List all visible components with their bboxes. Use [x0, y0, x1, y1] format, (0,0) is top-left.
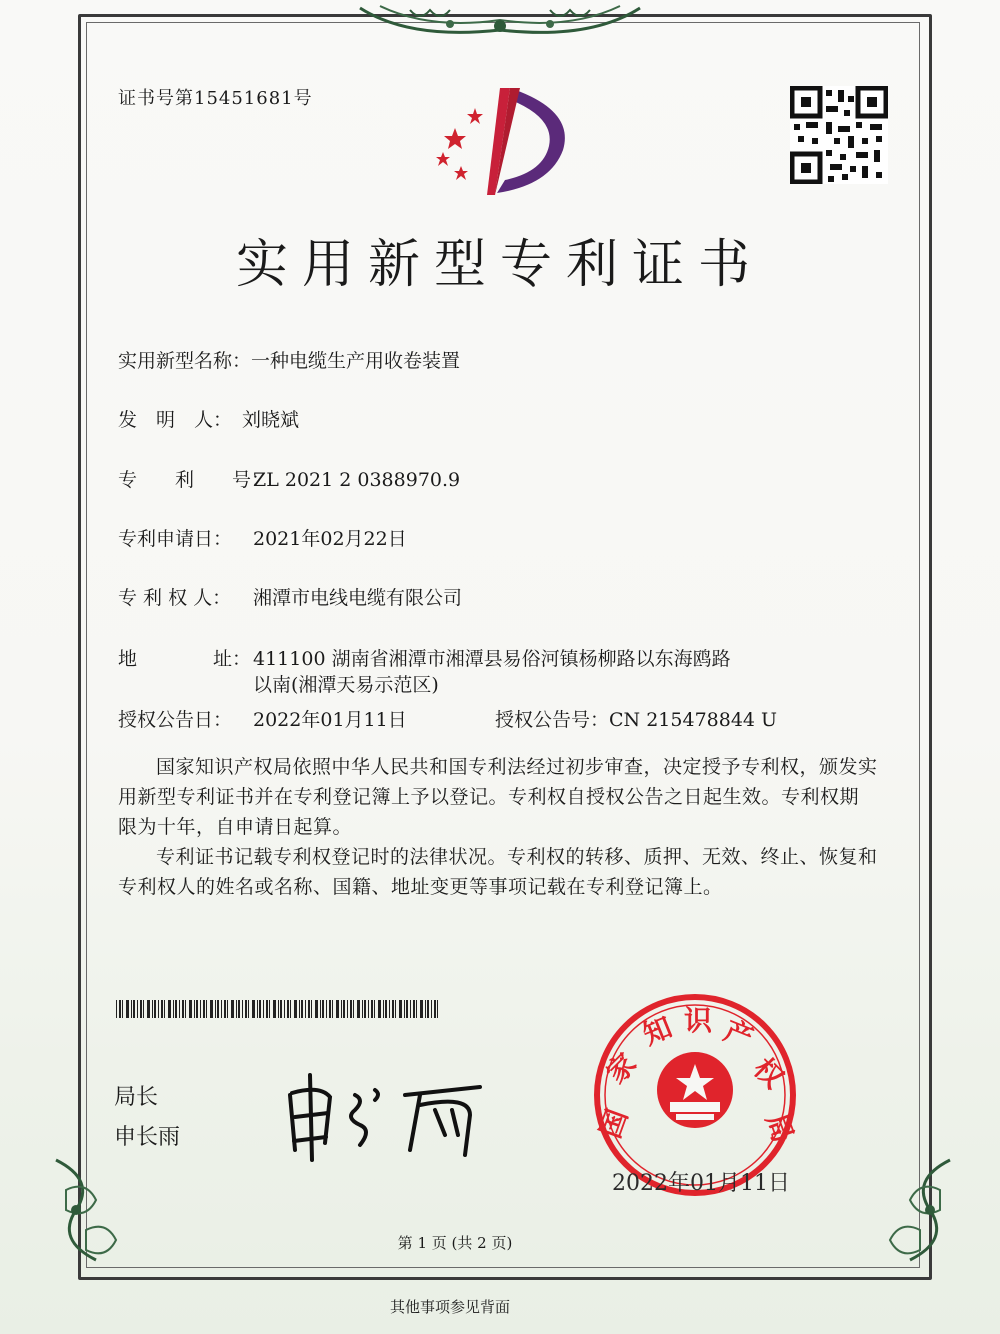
address-value-line1: 411100 湖南省湘潭市湘潭县易俗河镇杨柳路以东海鸥路 [253, 648, 731, 670]
svg-text:家: 家 [599, 1046, 643, 1090]
handwritten-signature [270, 1055, 500, 1165]
patent-number-value: ZL 2021 2 0388970.9 [253, 469, 461, 491]
svg-text:局: 局 [759, 1109, 800, 1147]
application-date-row [118, 524, 407, 551]
certificate-title: 实用新型专利证书 [235, 235, 764, 295]
patent-number-label: 专 利 号： [118, 469, 271, 491]
legal-text [118, 752, 878, 902]
director-title: 局长 [114, 1085, 159, 1110]
legal-paragraph-grant: 国家知识产权局依照中华人民共和国专利法经过初步审查，决定授予专利权，颁发实用新型专利证书并在专利登记簿上予以登记。专利权自授权公告之日起生效。专利权期限为十年，自申请日起算。 [118, 756, 878, 838]
svg-text:权: 权 [747, 1051, 791, 1095]
inventor-row [118, 405, 299, 432]
address-label: 地 址： [118, 648, 252, 670]
grant-date-row [118, 705, 407, 732]
qr-code-icon [790, 86, 888, 184]
grant-date-label: 授权公告日： [118, 709, 233, 731]
back-note: 其他事项参见背面 [389, 1298, 510, 1316]
patentee-row [118, 583, 462, 610]
barcode-icon [116, 1000, 446, 1020]
inventor-label: 发 明 人： [118, 409, 233, 431]
grant-number-label: 授权公告号： [495, 709, 610, 731]
utility-model-name-value: 一种电缆生产用收卷装置 [251, 350, 461, 372]
seal-date: 2022年01月11日 [612, 1171, 790, 1196]
cnipa-logo-icon [425, 80, 585, 200]
page-indicator: 第 1 页 (共 2 页) [397, 1234, 513, 1252]
top-ornament [350, 0, 650, 44]
grant-number-value: CN 215478844 U [609, 709, 778, 731]
svg-text:识: 识 [684, 1004, 713, 1037]
certificate-number: 证书号第15451681号 [118, 88, 313, 109]
svg-text:知: 知 [638, 1010, 677, 1052]
legal-paragraph-status: 专利证书记载专利权登记时的法律状况。专利权的转移、质押、无效、终止、恢复和专利权人的姓名或名称、国籍、地址变更等事项记载在专利登记簿上。 [118, 846, 878, 898]
patentee-value: 湘潭市电线电缆有限公司 [253, 587, 463, 609]
svg-text:国: 国 [593, 1104, 635, 1143]
svg-text:产: 产 [719, 1013, 758, 1055]
patent-number-row [118, 465, 460, 492]
grant-date-value: 2022年01月11日 [253, 709, 407, 731]
application-date-label: 专利申请日： [118, 528, 233, 550]
patentee-label: 专 利 权 人： [118, 587, 232, 609]
utility-model-name-row [118, 346, 460, 373]
inventor-value: 刘晓斌 [242, 409, 300, 431]
address-value-line2: 以南(湘潭天易示范区) [253, 674, 439, 696]
utility-model-name-label: 实用新型名称： [118, 350, 252, 372]
application-date-value: 2021年02月22日 [253, 528, 407, 550]
address-row [118, 644, 731, 671]
grant-number-row [495, 705, 777, 732]
director-name: 申长雨 [114, 1125, 181, 1150]
